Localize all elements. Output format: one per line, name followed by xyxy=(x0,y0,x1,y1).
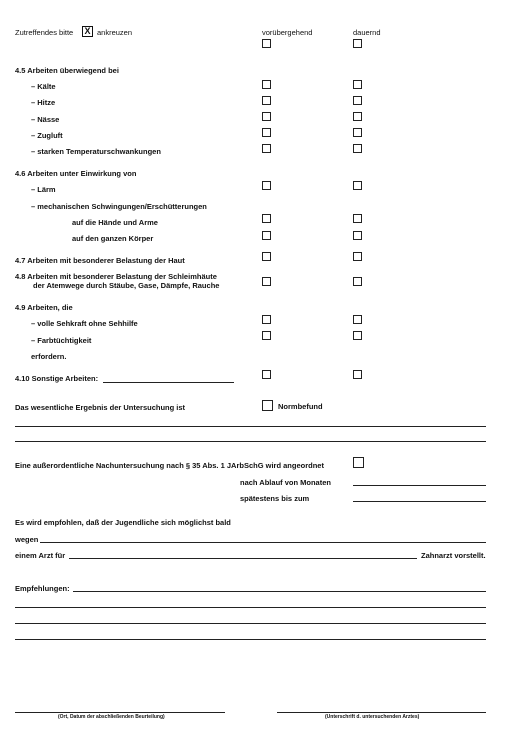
normal-finding-label: Normbefund xyxy=(278,402,323,411)
result-line-2[interactable] xyxy=(15,441,486,442)
recommendations-line-3[interactable] xyxy=(15,623,486,624)
instruction-prefix: Zutreffendes bitte xyxy=(15,28,74,37)
section-4-5-title: 4.5 Arbeiten überwiegend bei xyxy=(15,66,119,75)
example-cross-box: X xyxy=(82,26,93,37)
followup-months-line[interactable] xyxy=(353,485,486,486)
recommend-line-1: Es wird empfohlen, daß der Jugendliche sich möglichst bald xyxy=(15,518,231,527)
item-whole-body: auf den ganzen Körper xyxy=(72,234,154,243)
checkbox-heat-temporary[interactable] xyxy=(262,96,271,105)
checkbox-cold-permanent[interactable] xyxy=(353,80,362,89)
checkbox-colorvision-temporary[interactable] xyxy=(262,331,271,340)
section-4-6-title: 4.6 Arbeiten unter Einwirkung von xyxy=(15,169,137,178)
instruction-suffix: ankreuzen xyxy=(97,28,133,37)
checkbox-wet-permanent[interactable] xyxy=(353,112,362,121)
checkbox-cold-temporary[interactable] xyxy=(262,80,271,89)
checkbox-normal-finding[interactable] xyxy=(262,400,273,411)
checkbox-other-permanent[interactable] xyxy=(353,370,362,379)
section-4-10-title: 4.10 Sonstige Arbeiten: xyxy=(15,374,99,383)
checkbox-draft-temporary[interactable] xyxy=(262,128,271,137)
recommend-because: wegen xyxy=(15,535,39,544)
section-4-7-title: 4.7 Arbeiten mit besonderer Belastung der Haut xyxy=(15,256,185,265)
column-header-temporary: vorübergehend xyxy=(262,28,313,37)
followup-date-line[interactable] xyxy=(353,501,486,502)
checkbox-vision-permanent[interactable] xyxy=(353,315,362,324)
checkbox-noise-temporary[interactable] xyxy=(262,181,271,190)
checkbox-colorvision-permanent[interactable] xyxy=(353,331,362,340)
followup-after-months: nach Ablauf von Monaten xyxy=(240,478,331,487)
checkbox-airways-temporary[interactable] xyxy=(262,277,271,286)
other-work-line[interactable] xyxy=(103,382,234,383)
checkbox-body-temporary[interactable] xyxy=(262,231,271,240)
checkbox-other-temporary[interactable] xyxy=(262,370,271,379)
recommendations-line-4[interactable] xyxy=(15,639,486,640)
checkbox-draft-permanent[interactable] xyxy=(353,128,362,137)
item-wet: – Nässe xyxy=(31,115,60,124)
doctor-line[interactable] xyxy=(69,558,417,559)
because-line[interactable] xyxy=(40,542,486,543)
item-full-vision: – volle Sehkraft ohne Sehhilfe xyxy=(31,319,138,328)
header-checkbox-permanent[interactable] xyxy=(353,39,362,48)
item-temperature-changes: – starken Temperaturschwankungen xyxy=(31,147,161,156)
item-noise: – Lärm xyxy=(31,185,56,194)
checkbox-followup[interactable] xyxy=(353,457,364,468)
checkbox-vision-temporary[interactable] xyxy=(262,315,271,324)
checkbox-hands-permanent[interactable] xyxy=(353,214,362,223)
header-checkbox-temporary[interactable] xyxy=(262,39,271,48)
item-vibration: – mechanischen Schwingungen/Erschütterungen xyxy=(31,202,207,211)
signature-caption: (Unterschrift d. untersuchenden Arztes) xyxy=(325,714,420,720)
checkbox-skin-permanent[interactable] xyxy=(353,252,362,261)
section-4-8-line2: der Atemwege durch Stäube, Gase, Dämpfe, Rauche xyxy=(33,281,220,290)
column-header-permanent: dauernd xyxy=(353,28,381,37)
signature-line[interactable] xyxy=(277,712,486,713)
checkbox-wet-temporary[interactable] xyxy=(262,112,271,121)
recommendations-label: Empfehlungen: xyxy=(15,584,70,593)
checkbox-heat-permanent[interactable] xyxy=(353,96,362,105)
checkbox-tempchange-temporary[interactable] xyxy=(262,144,271,153)
checkbox-body-permanent[interactable] xyxy=(353,231,362,240)
result-label: Das wesentliche Ergebnis der Untersuchung ist xyxy=(15,403,186,412)
recommend-doctor-for: einem Arzt für xyxy=(15,551,66,560)
checkbox-tempchange-permanent[interactable] xyxy=(353,144,362,153)
checkbox-noise-permanent[interactable] xyxy=(353,181,362,190)
checkbox-skin-temporary[interactable] xyxy=(262,252,271,261)
recommend-dentist: Zahnarzt vorstellt. xyxy=(421,551,486,560)
result-line-1[interactable] xyxy=(15,426,486,427)
place-date-caption: (Ort, Datum der abschließenden Beurteilung) xyxy=(58,714,165,720)
item-hands-arms: auf die Hände und Arme xyxy=(72,218,158,227)
recommendations-line-1[interactable] xyxy=(73,591,486,592)
recommendations-line-2[interactable] xyxy=(15,607,486,608)
followup-label: Eine außerordentliche Nachuntersuchung nach § 35 Abs. 1 JArbSchG wird angeordnet xyxy=(15,461,324,470)
item-require: erfordern. xyxy=(31,352,67,361)
place-date-line[interactable] xyxy=(15,712,225,713)
item-draft: – Zugluft xyxy=(31,131,63,140)
checkbox-hands-temporary[interactable] xyxy=(262,214,271,223)
checkbox-airways-permanent[interactable] xyxy=(353,277,362,286)
section-4-9-title: 4.9 Arbeiten, die xyxy=(15,303,73,312)
followup-latest: spätestens bis zum xyxy=(240,494,310,503)
item-cold: – Kälte xyxy=(31,82,56,91)
item-color-vision: – Farbtüchtigkeit xyxy=(31,336,92,345)
section-4-8-line1: 4.8 Arbeiten mit besonderer Belastung der Schleimhäute xyxy=(15,272,217,281)
item-heat: – Hitze xyxy=(31,98,56,107)
